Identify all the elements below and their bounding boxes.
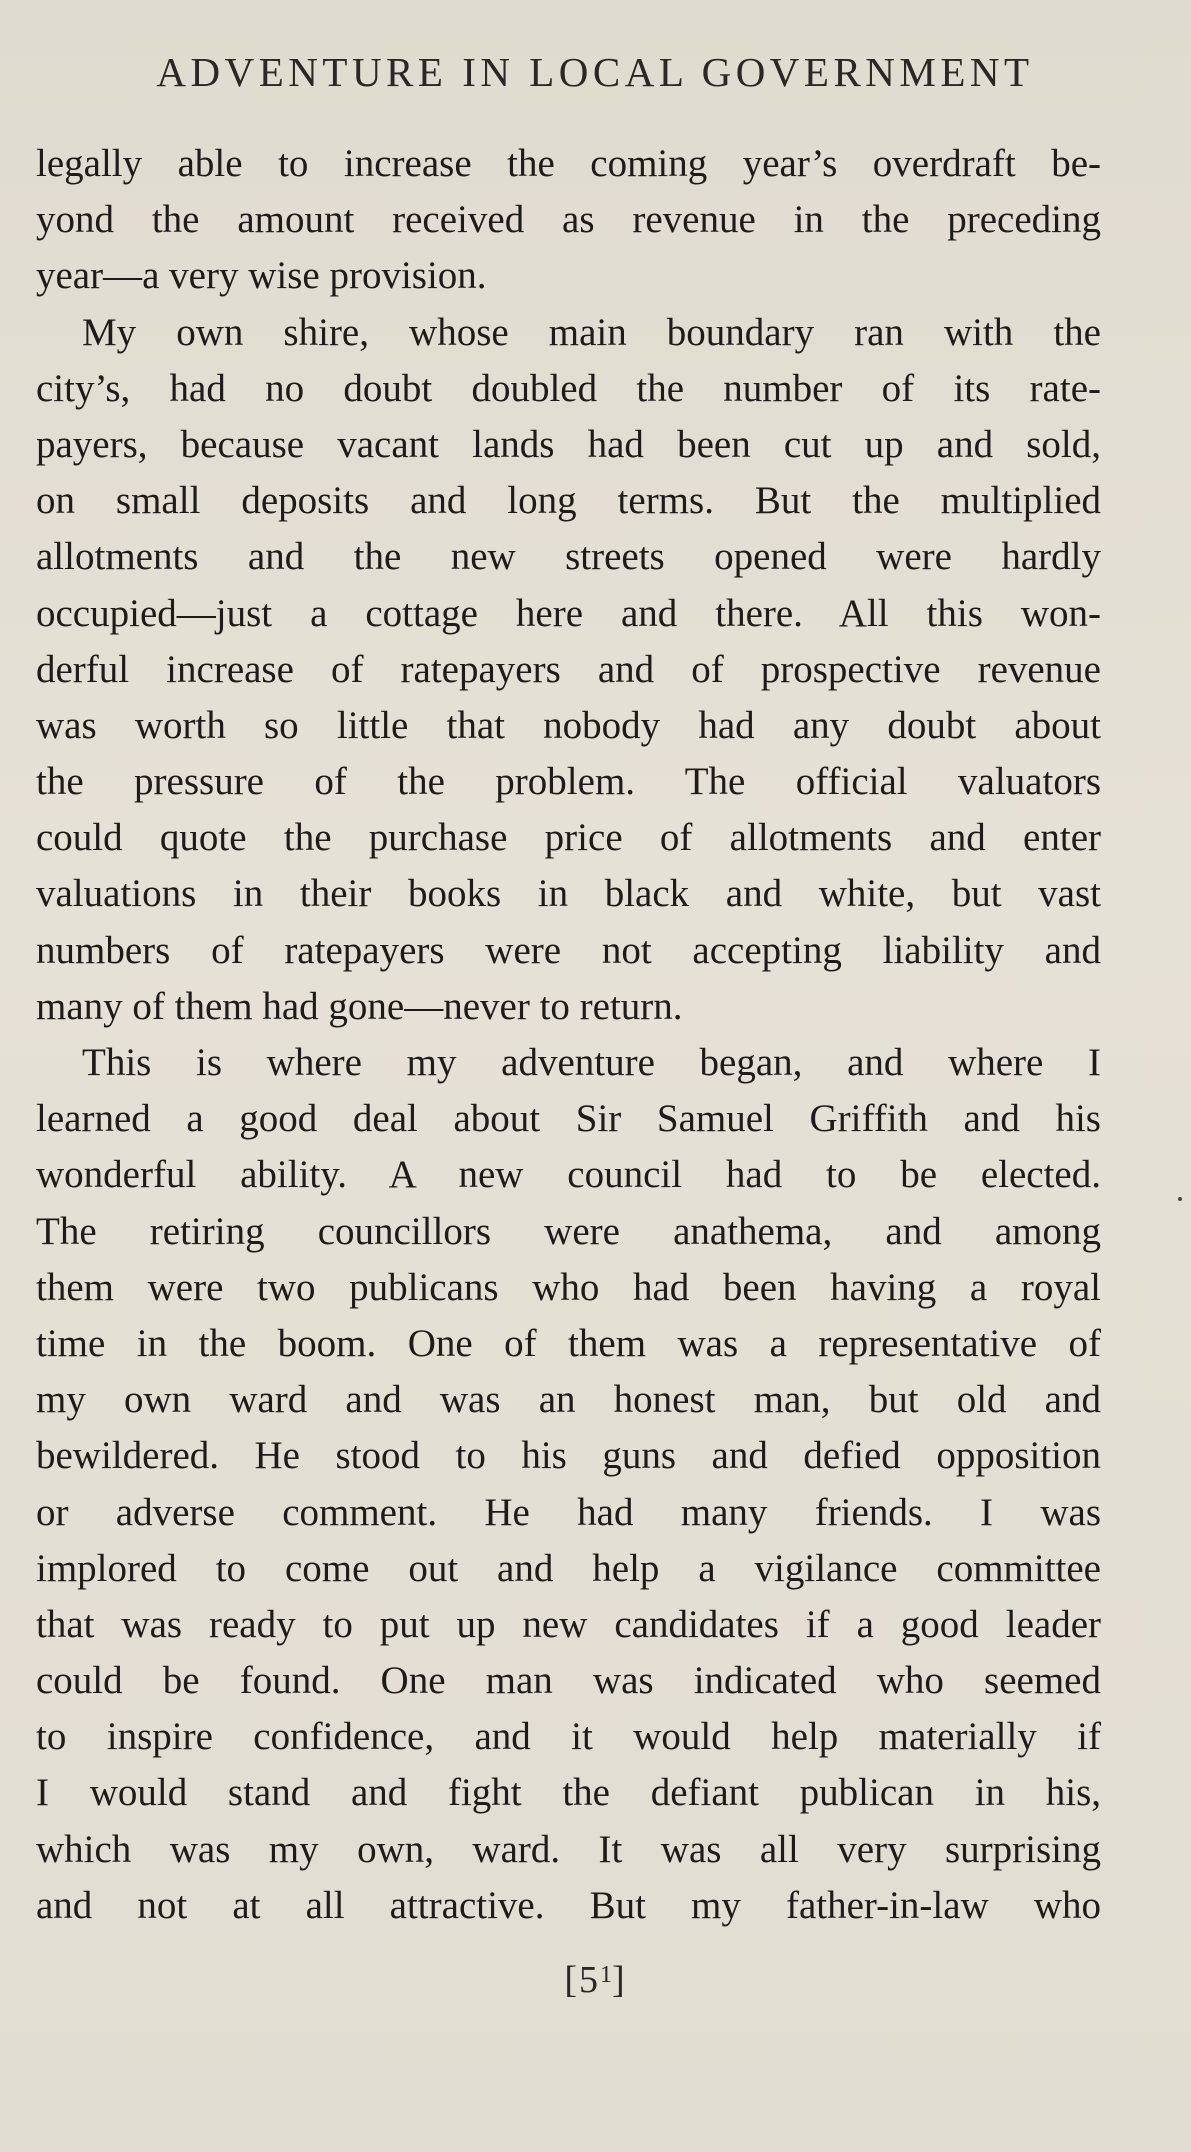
text-line: time in the boom. One of them was a representative of <box>36 1321 1101 1365</box>
text-line: them were two publicans who had been having a royal <box>36 1265 1101 1309</box>
text-line: city’s, had no doubt doubled the number of its rate- <box>36 366 1101 410</box>
text-line: The retiring councillors were anathema, and among <box>36 1209 1101 1253</box>
text-line: My own shire, whose main boundary ran with the <box>82 310 1101 354</box>
body-text <box>36 136 1101 1934</box>
text-line: the pressure of the problem. The official valuators <box>36 760 1101 804</box>
text-line: yond the amount received as revenue in the preceding <box>36 198 1101 242</box>
text-line: implored to come out and help a vigilance committee <box>36 1546 1101 1590</box>
text-line: allotments and the new streets opened were hardly <box>36 535 1101 579</box>
running-head: ADVENTURE IN LOCAL GOVERNMENT <box>156 49 1034 95</box>
text-line: that was ready to put up new candidates if a good leader <box>36 1602 1101 1646</box>
text-line: was worth so little that nobody had any doubt about <box>36 703 1101 747</box>
text-line: learned a good deal about Sir Samuel Griffith and his <box>36 1097 1101 1141</box>
text-line: wonderful ability. A new council had to be elected. <box>36 1153 1101 1197</box>
text-line: valuations in their books in black and white, but vast <box>36 872 1101 916</box>
text-line: This is where my adventure began, and where I <box>82 1041 1101 1084</box>
text-line: on small deposits and long terms. But the multiplied <box>36 479 1101 523</box>
page-number-main: 5 <box>579 1959 600 2001</box>
page-number-open-bracket: [ <box>564 1959 579 2001</box>
text-line: year—a very wise provision. <box>36 254 487 298</box>
text-line: could quote the purchase price of allotments and enter <box>36 816 1101 860</box>
text-line: I would stand and fight the defiant publican in his, <box>36 1771 1101 1815</box>
page-number-sup: 1 <box>600 1962 612 1988</box>
page-number <box>0 1958 1191 2002</box>
text-line: could be found. One man was indicated who seemed <box>36 1659 1101 1703</box>
text-line: payers, because vacant lands had been cut up and sold, <box>36 422 1101 466</box>
text-line: which was my own, ward. It was all very surprising <box>36 1827 1101 1871</box>
text-line: bewildered. He stood to his guns and defied opposition <box>36 1434 1101 1478</box>
text-line: to inspire confidence, and it would help materially if <box>36 1715 1101 1759</box>
page-number-close-bracket: ] <box>612 1959 627 2001</box>
text-line: my own ward and was an honest man, but old and <box>36 1378 1101 1422</box>
text-line: occupied—just a cottage here and there. All this won- <box>36 591 1101 635</box>
text-line: derful increase of ratepayers and of prospective revenue <box>36 647 1101 691</box>
text-line: numbers of ratepayers were not accepting liability and <box>36 928 1101 972</box>
paper-speck <box>1178 1197 1182 1201</box>
text-line: and not at all attractive. But my father-in-law who <box>36 1883 1101 1927</box>
text-line: or adverse comment. He had many friends. I was <box>36 1490 1101 1534</box>
text-line: many of them had gone—never to return. <box>36 984 683 1028</box>
text-line: legally able to increase the coming year’s overdraft be- <box>36 142 1101 185</box>
